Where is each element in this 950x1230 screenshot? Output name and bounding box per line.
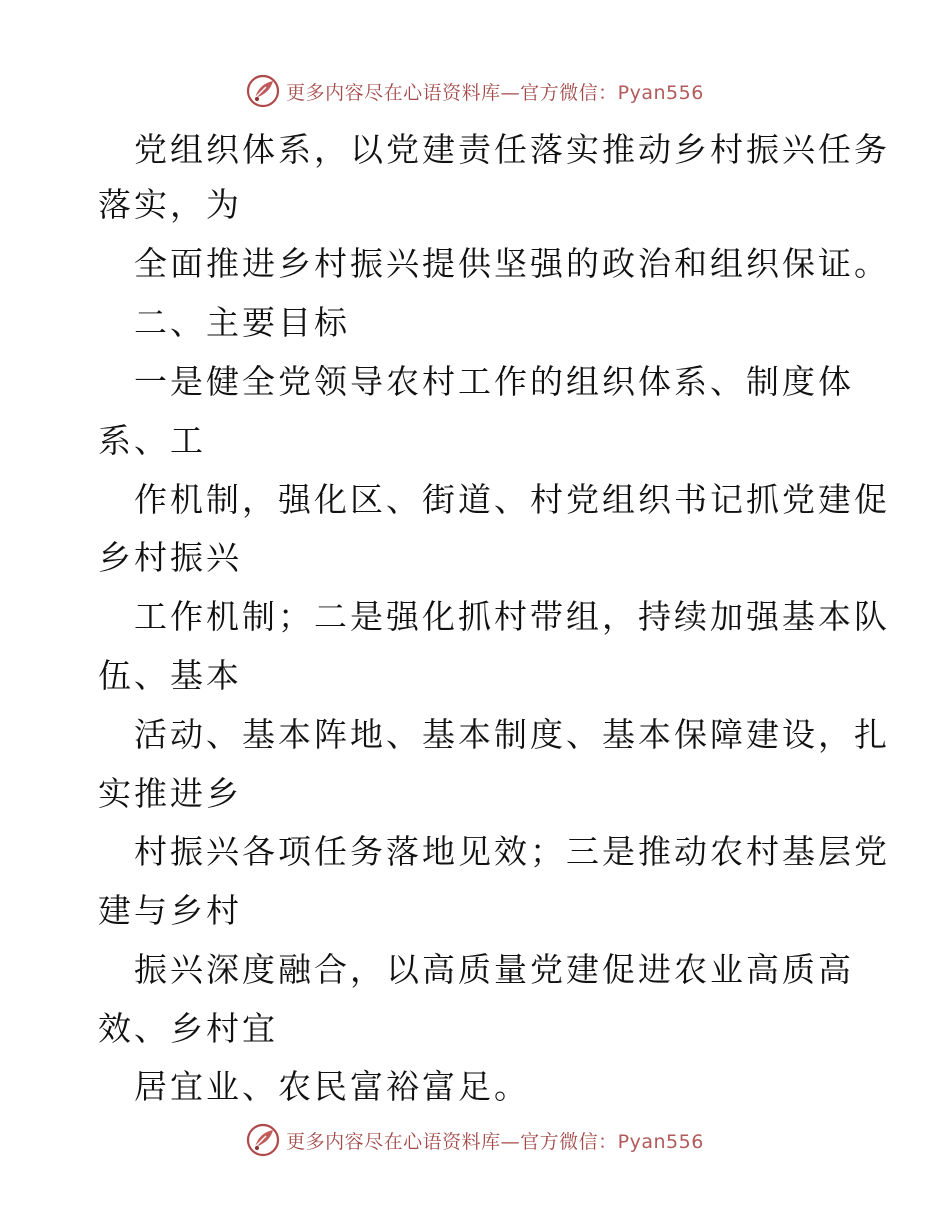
body-line: 系、工 [98,421,206,460]
body-line: 振兴深度融合，以高质量党建促进农业高质高 [134,950,854,989]
body-line: 作机制，强化区、街道、村党组织书记抓党建促 [134,480,890,519]
wechat-id: Pyan556 [617,81,704,104]
banner-text: 更多内容尽在心语资料库—官方微信：Pyan556 [286,1130,704,1153]
body-line: 居宜业、农民富裕富足。 [134,1067,530,1106]
body-line: 建与乡村 [98,891,242,930]
body-line: 伍、基本 [98,656,242,695]
wechat-id: Pyan556 [617,1130,704,1153]
body-line: 实推进乡 [98,774,242,813]
body-line: 乡村振兴 [98,538,242,577]
body-line: 全面推进乡村振兴提供坚强的政治和组织保证。 [134,244,890,283]
banner-text: 更多内容尽在心语资料库—官方微信：Pyan556 [286,81,704,104]
header-banner [0,71,950,111]
body-line: 落实，为 [98,185,242,224]
body-line: 村振兴各项任务落地见效；三是推动农村基层党 [134,832,890,871]
body-line: 工作机制；二是强化抓村带组，持续加强基本队 [134,597,890,636]
body-line: 活动、基本阵地、基本制度、基本保障建设，扎 [134,715,890,754]
footer-banner [0,1120,950,1160]
section-heading: 二、主要目标 [134,303,350,342]
leaf-pen-logo-icon [246,74,280,108]
leaf-pen-logo-icon [246,1123,280,1157]
body-line: 效、乡村宜 [98,1009,278,1048]
body-line: 党组织体系，以党建责任落实推动乡村振兴任务 [134,130,890,169]
body-line: 一是健全党领导农村工作的组织体系、制度体 [134,362,854,401]
